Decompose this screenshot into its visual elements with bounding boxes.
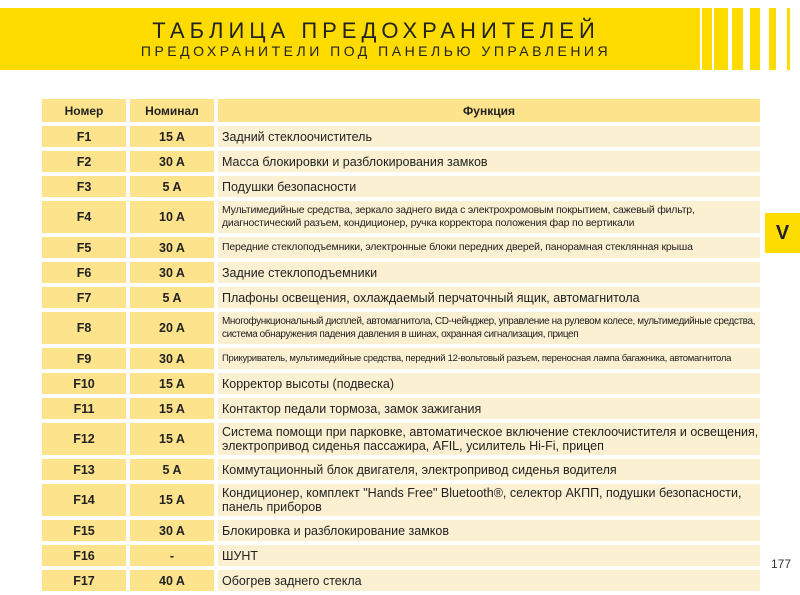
table-row — [42, 126, 760, 147]
table-row — [42, 484, 760, 516]
fuse-number: F3 — [42, 176, 126, 197]
fuse-rating: - — [130, 545, 214, 566]
page-number: 177 — [771, 557, 792, 571]
table-row — [42, 570, 760, 591]
fuse-table — [38, 95, 764, 595]
fuse-rating: 30 A — [130, 237, 214, 258]
table-row — [42, 201, 760, 233]
fuse-function: Подушки безопасности — [218, 176, 760, 197]
fuse-rating: 20 A — [130, 312, 214, 344]
table-row — [42, 423, 760, 455]
chapter-tab: V — [765, 213, 800, 253]
table-row — [42, 459, 760, 480]
page-header — [0, 8, 800, 70]
fuse-rating: 15 A — [130, 398, 214, 419]
fuse-function: Обогрев заднего стекла — [218, 570, 760, 591]
fuse-rating: 15 A — [130, 423, 214, 455]
fuse-rating: 15 A — [130, 126, 214, 147]
table-row — [42, 151, 760, 172]
fuse-function: ШУНТ — [218, 545, 760, 566]
fuse-number: F8 — [42, 312, 126, 344]
fuse-number: F2 — [42, 151, 126, 172]
fuse-rating: 40 A — [130, 570, 214, 591]
fuse-rating: 15 A — [130, 373, 214, 394]
fuse-function: Контактор педали тормоза, замок зажигания — [218, 398, 760, 419]
fuse-function: Коммутационный блок двигателя, электропривод сиденья водителя — [218, 459, 760, 480]
table-row — [42, 262, 760, 283]
fuse-function: Масса блокировки и разблокирования замков — [218, 151, 760, 172]
table-row — [42, 348, 760, 369]
fuse-number: F7 — [42, 287, 126, 308]
table-row — [42, 312, 760, 344]
page-title: ТАБЛИЦА ПРЕДОХРАНИТЕЛЕЙ — [152, 18, 600, 43]
table-row — [42, 398, 760, 419]
fuse-rating: 30 A — [130, 151, 214, 172]
fuse-function: Задний стеклоочиститель — [218, 126, 760, 147]
table-header-row — [42, 99, 760, 122]
table-row — [42, 176, 760, 197]
fuse-function: Кондиционер, комплект "Hands Free" Bluetooth®, селектор АКПП, подушки безопасности, панель приборов — [218, 484, 760, 516]
fuse-number: F15 — [42, 520, 126, 541]
fuse-number: F14 — [42, 484, 126, 516]
fuse-rating: 15 A — [130, 484, 214, 516]
fuse-number: F11 — [42, 398, 126, 419]
fuse-function: Задние стеклоподъемники — [218, 262, 760, 283]
fuse-rating: 10 A — [130, 201, 214, 233]
fuse-rating: 30 A — [130, 348, 214, 369]
fuse-number: F4 — [42, 201, 126, 233]
column-header-rating: Номинал — [130, 99, 214, 122]
fuse-function: Прикуриватель, мультимедийные средства, передний 12-вольтовый разъем, переносная лампа багажника, автомагнитола — [218, 348, 760, 369]
table-row — [42, 520, 760, 541]
fuse-number: F10 — [42, 373, 126, 394]
column-header-number: Номер — [42, 99, 126, 122]
fuse-rating: 30 A — [130, 262, 214, 283]
fuse-number: F12 — [42, 423, 126, 455]
fuse-function: Блокировка и разблокирование замков — [218, 520, 760, 541]
table-row — [42, 237, 760, 258]
fuse-number: F16 — [42, 545, 126, 566]
fuse-function: Многофункциональный дисплей, автомагнитола, CD-чейнджер, управление на рулевом колесе, мультимедийные средства, система обнаружения падения давления в шинах, охранная сигнализация, прицеп — [218, 312, 760, 344]
fuse-function: Плафоны освещения, охлаждаемый перчаточный ящик, автомагнитола — [218, 287, 760, 308]
fuse-function: Система помощи при парковке, автоматическое включение стеклоочистителя и освещения, электропривод сиденья пассажира, AFIL, усилитель Hi-Fi, прицеп — [218, 423, 760, 455]
fuse-rating: 30 A — [130, 520, 214, 541]
fuse-number: F17 — [42, 570, 126, 591]
column-header-function: Функция — [218, 99, 760, 122]
fuse-rating: 5 A — [130, 459, 214, 480]
fuse-number: F1 — [42, 126, 126, 147]
fuse-function: Мультимедийные средства, зеркало заднего вида с электрохромовым покрытием, сажевый фильтр, диагностический разъем, кондиционер, ручка корректора положения фар по вертикали — [218, 201, 760, 233]
fuse-number: F5 — [42, 237, 126, 258]
fuse-number: F13 — [42, 459, 126, 480]
table-row — [42, 287, 760, 308]
fuse-rating: 5 A — [130, 176, 214, 197]
fuse-function: Корректор высоты (подвеска) — [218, 373, 760, 394]
page-subtitle: ПРЕДОХРАНИТЕЛИ ПОД ПАНЕЛЬЮ УПРАВЛЕНИЯ — [140, 43, 612, 59]
fuse-number: F6 — [42, 262, 126, 283]
fuse-rating: 5 A — [130, 287, 214, 308]
fuse-number: F9 — [42, 348, 126, 369]
table-row — [42, 545, 760, 566]
table-row — [42, 373, 760, 394]
fuse-function: Передние стеклоподъемники, электронные блоки передних дверей, панорамная стеклянная крыша — [218, 237, 760, 258]
